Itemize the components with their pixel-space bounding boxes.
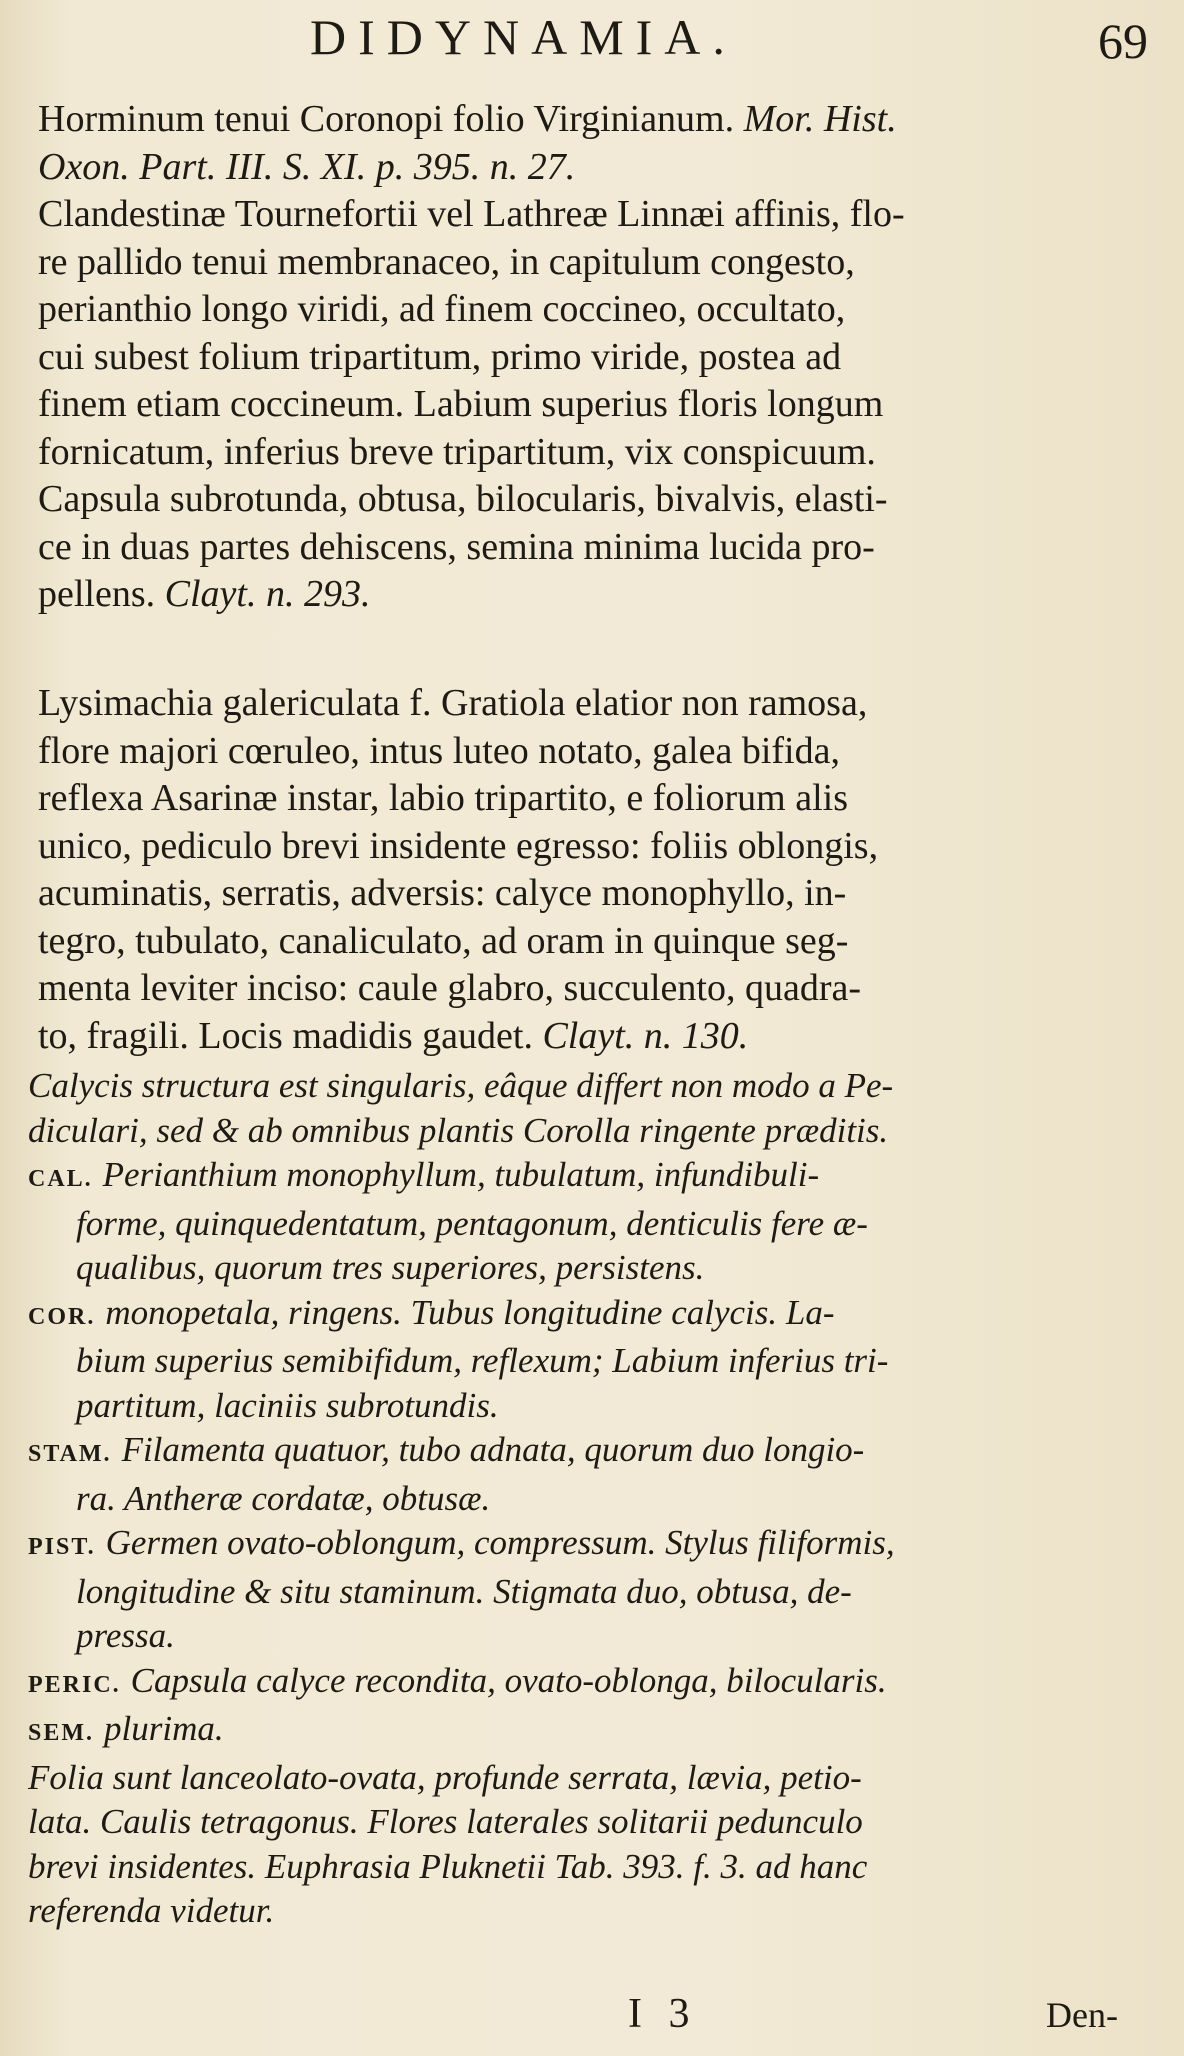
folia-line-2: lata. Caulis tetragonus. Flores laterales solitarii pedunculo xyxy=(28,1802,863,1841)
stam-line-1: STAM. Filamenta quatuor, tubo adnata, quorum duo longio- xyxy=(28,1430,865,1469)
entry1-line-7: fornicatum, inferius breve tripartitum, vix conspicuum. xyxy=(38,430,876,473)
pist-line-3: pressa. xyxy=(76,1616,175,1655)
entry2-line-2: flore majori cœruleo, intus luteo notato, galea bifida, xyxy=(38,729,840,772)
catchword: Den- xyxy=(1046,1995,1118,2035)
entry1-line-6: finem etiam coccineum. Labium superius floris longum xyxy=(38,383,884,425)
entry2-line-1: Lysimachia galericulata f. Gratiola elatior non ramosa, xyxy=(38,682,868,724)
ref-mor-hist: Mor. Hist. xyxy=(743,98,897,140)
cor-label: COR. xyxy=(28,1303,96,1330)
entry-horminum xyxy=(38,96,1154,619)
pist-line-1: PIST. Germen ovato-oblongum, compressum. Stylus filiformis, xyxy=(28,1523,895,1562)
entry1-line-9: ce in duas partes dehiscens, semina minima lucida pro- xyxy=(38,525,875,568)
entry-lysimachia xyxy=(38,680,1154,1060)
sem-line: SEM. plurima. xyxy=(28,1709,224,1748)
entry1-line-8: Capsula subrotunda, obtusa, bilocularis, bivalvis, elasti- xyxy=(38,478,888,520)
entry2-line-5: acuminatis, serratis, adversis: calyce monophyllo, in- xyxy=(38,872,847,914)
folia-line-3: brevi insidentes. Euphrasia Pluknetii Tab. 393. f. 3. ad hanc xyxy=(28,1846,868,1886)
entry1-line-10: pellens. Clayt. n. 293. xyxy=(38,573,371,615)
page-header xyxy=(0,8,1184,68)
page-number: 69 xyxy=(1098,13,1148,69)
entry2-line-3: reflexa Asarinæ instar, labio tripartito, e foliorum alis xyxy=(38,777,848,819)
botanical-description xyxy=(28,1064,1154,1934)
entry1-line-2: Clandestinæ Tournefortii vel Lathreæ Linnæi affinis, flo- xyxy=(38,193,905,235)
ref-clayt-293: Clayt. n. 293. xyxy=(164,573,371,615)
folia-line-1: Folia sunt lanceolato-ovata, profunde serrata, lævia, petio- xyxy=(28,1757,862,1797)
entry1-line-5: cui subest folium tripartitum, primo viride, postea ad xyxy=(38,335,842,378)
cal-line-2: forme, quinquedentatum, pentagonum, denticulis fere æ- xyxy=(76,1203,868,1243)
entry2-line-8: to, fragili. Locis madidis gaudet. Clayt. n. 130. xyxy=(38,1014,749,1057)
intro-line-1: Calycis structura est singularis, eâque differt non modo a Pe- xyxy=(28,1066,894,1105)
signature-mark: I 3 xyxy=(628,1991,698,2037)
pist-line-2: longitudine & situ staminum. Stigmata duo, obtusa, de- xyxy=(76,1571,852,1611)
ref-clayt-130: Clayt. n. 130. xyxy=(542,1014,749,1057)
cal-line-3: qualibus, quorum tres superiores, persistens. xyxy=(76,1248,705,1287)
entry1-line-3: re pallido tenui membranaceo, in capitulum congesto, xyxy=(38,240,855,283)
entry1-line-1: Horminum tenui Coronopi folio Virginianum. Mor. Hist. xyxy=(38,98,897,140)
sem-label: SEM. xyxy=(28,1720,95,1746)
cal-line-1: CAL. Perianthium monophyllum, tubulatum, infundibuli- xyxy=(28,1155,820,1194)
stam-label: STAM. xyxy=(28,1441,112,1467)
stam-line-2: ra. Antheræ cordatæ, obtusæ. xyxy=(76,1478,491,1518)
peric-label: PERIC. xyxy=(28,1671,121,1698)
cor-line-2: bium superius semibifidum, reflexum; Labium inferius tri- xyxy=(76,1341,889,1380)
entry2-line-7: menta leviter inciso: caule glabro, succulento, quadra- xyxy=(38,967,862,1009)
entry1-line-4: perianthio longo viridi, ad finem coccineo, occultato, xyxy=(38,288,846,330)
page-footer xyxy=(0,1990,1184,2050)
cor-line-3: partitum, laciniis subrotundis. xyxy=(76,1385,499,1425)
peric-line: PERIC. Capsula calyce recondita, ovato-oblonga, bilocularis. xyxy=(28,1660,887,1700)
ref-oxon: Oxon. Part. III. S. XI. p. 395. n. 27. xyxy=(38,145,576,188)
cor-line-1: COR. monopetala, ringens. Tubus longitudine calycis. La- xyxy=(28,1292,835,1332)
pist-label: PIST. xyxy=(28,1534,96,1560)
folia-line-4: referenda videtur. xyxy=(28,1891,275,1930)
entry2-line-6: tegro, tubulato, canaliculato, ad oram in quinque seg- xyxy=(38,919,849,962)
intro-line-2: diculari, sed & ab omnibus plantis Corolla ringente præditis. xyxy=(28,1110,889,1150)
entry2-line-4: unico, pediculo brevi insidente egresso: foliis oblongis, xyxy=(38,824,879,867)
running-head: DIDYNAMIA. xyxy=(310,9,737,65)
cal-label: CAL. xyxy=(28,1166,93,1192)
